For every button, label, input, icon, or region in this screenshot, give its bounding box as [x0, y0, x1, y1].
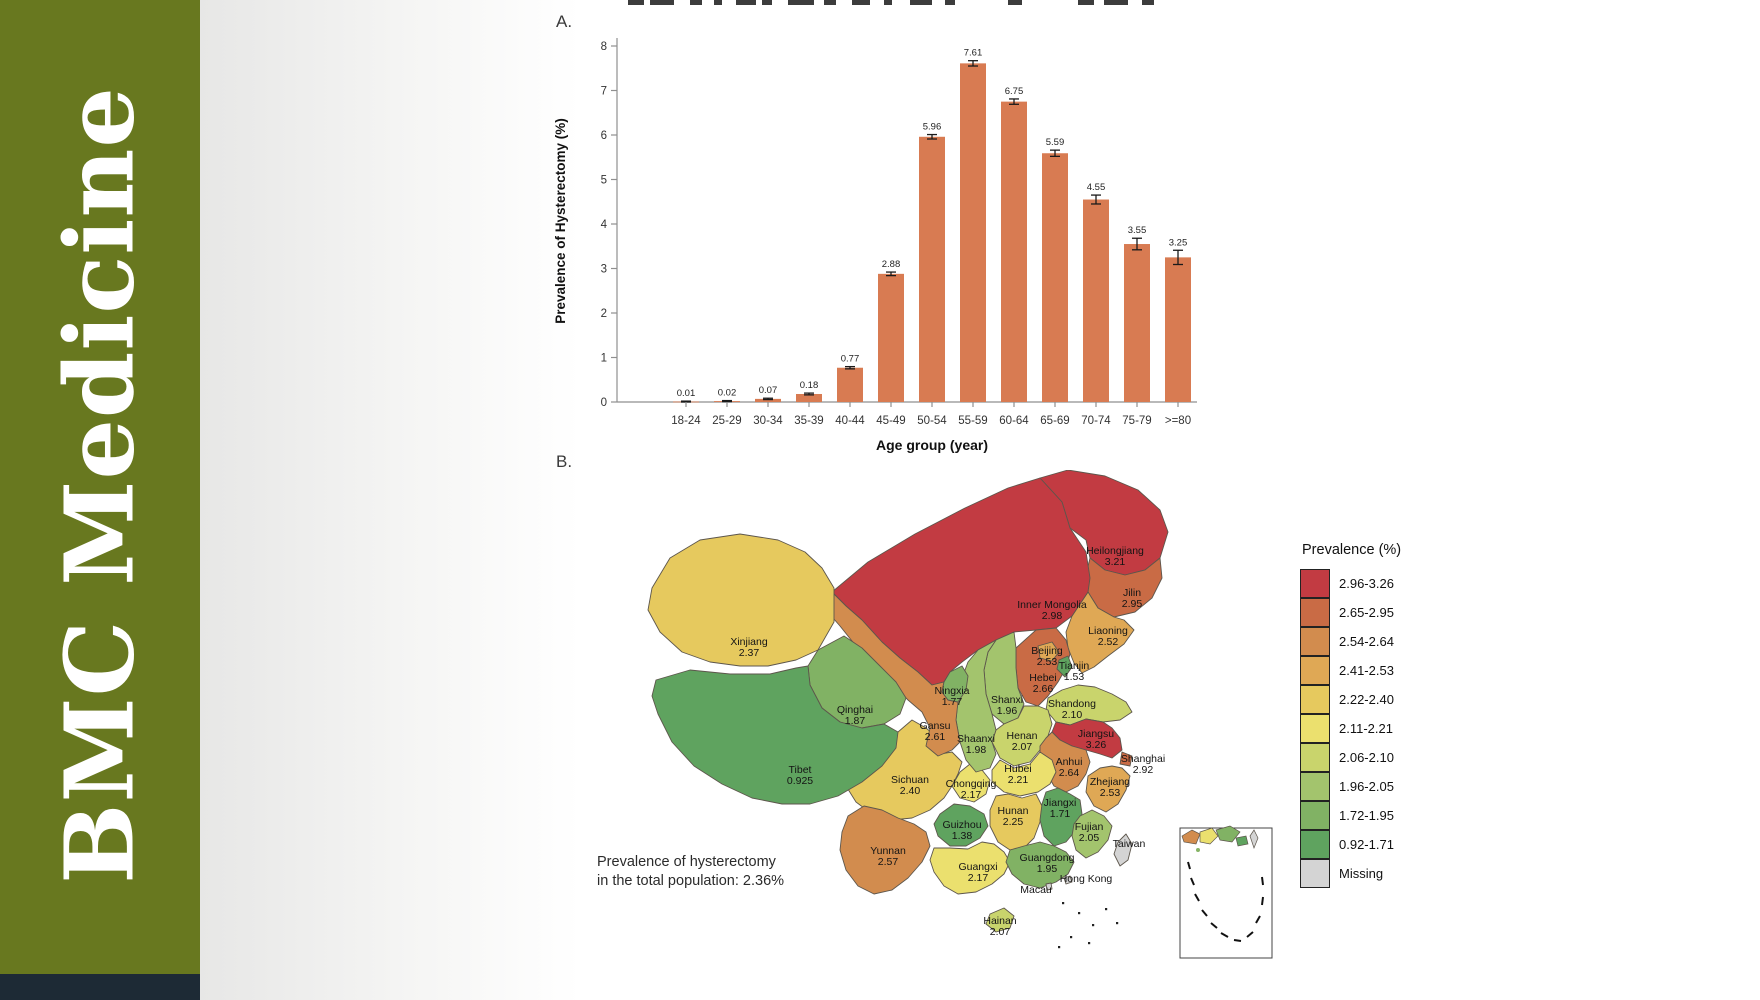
cropped-text-mark	[762, 0, 772, 5]
bar-value-label: 3.55	[1127, 225, 1147, 237]
legend-item	[1300, 772, 1401, 801]
province-label-guangdong: Guangdong	[1019, 852, 1075, 864]
bar-value-label: 5.59	[1045, 137, 1065, 149]
legend-item	[1300, 598, 1401, 627]
nine-dash-mark	[1262, 877, 1263, 885]
cropped-text-mark	[650, 0, 674, 5]
note-line-1: Prevalence of hysterectomy	[597, 854, 776, 870]
x-tick-label: 18-24	[671, 415, 701, 427]
province-label-yunnan: Yunnan	[870, 845, 906, 857]
province-label-tibet: Tibet	[788, 764, 812, 776]
total-prevalence-note	[597, 853, 784, 890]
province-label-innermongolia: Inner Mongolia	[1017, 599, 1087, 611]
province-value-liaoning: 2.52	[1097, 636, 1119, 648]
x-tick-label: 70-74	[1081, 415, 1111, 427]
bar-chart	[545, 10, 1210, 460]
province-value-hunan: 2.25	[1002, 816, 1024, 828]
cropped-text-mark	[945, 0, 955, 5]
province-value-zhejiang: 2.53	[1099, 787, 1121, 799]
island-dot	[1078, 912, 1080, 914]
legend-swatch	[1300, 685, 1330, 714]
legend-class-label: 2.96-3.26	[1339, 576, 1394, 591]
legend-class-label: 2.11-2.21	[1339, 721, 1393, 736]
bar-value-label: 0.07	[758, 385, 778, 397]
province-label-jilin: Jilin	[1122, 587, 1142, 599]
nine-dash-mark	[1262, 897, 1263, 905]
legend-class-label: 2.41-2.53	[1339, 663, 1394, 678]
inset-coast-blob	[1236, 836, 1248, 846]
province-value-heilongjiang: 3.21	[1104, 556, 1126, 568]
legend-swatch	[1300, 598, 1330, 627]
province-label-xinjiang: Xinjiang	[730, 636, 768, 648]
legend-swatch	[1300, 830, 1330, 859]
province-value-hubei: 2.21	[1007, 774, 1029, 786]
island-dot	[1092, 924, 1094, 926]
province-label-macau: Macau	[1020, 884, 1052, 896]
y-tick-label: 1	[600, 352, 607, 365]
province-value-guangdong: 1.95	[1036, 863, 1058, 875]
y-tick-label: 6	[600, 130, 607, 142]
island-dot	[1088, 942, 1090, 944]
island-dot	[1116, 922, 1118, 924]
south-china-sea-inset	[1180, 826, 1272, 958]
bar-value-label: 4.55	[1086, 182, 1106, 194]
note-line-2: in the total population: 2.36%	[597, 872, 785, 889]
province-value-shanghai: 2.92	[1132, 764, 1154, 776]
province-label-hongkong: Hong Kong	[1059, 873, 1113, 885]
bar-45-49	[878, 274, 904, 402]
x-tick-label: 30-34	[753, 415, 783, 427]
province-value-fujian: 2.05	[1078, 832, 1100, 844]
nine-dash-mark	[1234, 940, 1241, 941]
province-value-guizhou: 1.38	[951, 830, 973, 842]
panel-b-label: B.	[556, 452, 573, 471]
panel-a-label: A.	[556, 12, 573, 31]
x-tick-label: 35-39	[794, 415, 824, 427]
legend-swatch	[1300, 801, 1330, 830]
legend-swatch	[1300, 569, 1330, 598]
legend-item	[1300, 859, 1401, 888]
bar-value-label: 5.96	[922, 121, 942, 133]
page-left-shade	[200, 0, 580, 1000]
province-value-shanxi: 1.96	[996, 705, 1018, 717]
legend-item	[1300, 801, 1401, 830]
cropped-text-mark	[824, 0, 836, 5]
bar-65-69	[1042, 153, 1068, 402]
province-label-qinghai: Qinghai	[836, 704, 874, 716]
legend-class-label: 1.96-2.05	[1339, 779, 1394, 794]
legend-item	[1300, 743, 1401, 772]
legend-item	[1300, 714, 1401, 743]
y-tick-label: 3	[600, 263, 607, 276]
bar-60-64	[1001, 102, 1027, 402]
province-value-jilin: 2.95	[1121, 598, 1143, 610]
cropped-text-mark	[1078, 0, 1094, 5]
inset-hainan-dot	[1196, 848, 1200, 852]
y-tick-label: 2	[600, 308, 607, 320]
province-label-shanxi: Shanxi	[990, 694, 1024, 706]
legend-class-label: 2.65-2.95	[1339, 605, 1394, 620]
bar-value-label: 0.01	[676, 388, 696, 400]
legend-class-label: 0.92-1.71	[1339, 837, 1394, 852]
bar-value-label: 3.25	[1168, 237, 1188, 249]
province-value-guangxi: 2.17	[967, 872, 989, 884]
legend-class-label: 2.22-2.40	[1339, 692, 1394, 707]
x-tick-label: 45-49	[876, 415, 906, 427]
x-tick-label: 75-79	[1122, 415, 1152, 427]
province-value-henan: 2.07	[1011, 741, 1033, 753]
province-label-zhejiang: Zhejiang	[1089, 776, 1131, 788]
bar-75-79	[1124, 244, 1150, 402]
x-tick-label: >=80	[1164, 415, 1192, 427]
legend-swatch	[1300, 859, 1330, 888]
cropped-text-mark	[910, 0, 932, 5]
y-tick-label: 5	[600, 174, 607, 187]
cropped-text-mark	[884, 0, 892, 5]
island-dot	[1070, 936, 1072, 938]
province-value-qinghai: 1.87	[844, 715, 866, 727]
bar-value-label: 0.18	[799, 380, 819, 392]
legend-class-label: 2.06-2.10	[1339, 750, 1394, 765]
legend-item	[1300, 656, 1401, 685]
y-tick-label: 8	[600, 41, 607, 53]
province-label-tianjin: Tianjin	[1058, 660, 1090, 672]
province-label-ningxia: Ningxia	[934, 685, 970, 697]
legend-class-label: Missing	[1339, 866, 1384, 881]
bar-value-label: 7.61	[963, 47, 983, 59]
province-value-tianjin: 1.53	[1063, 671, 1085, 683]
bar-value-label: 0.02	[717, 387, 737, 399]
province-label-jiangxi: Jiangxi	[1043, 797, 1077, 809]
bar-value-label: 6.75	[1004, 85, 1024, 97]
island-dot	[1058, 946, 1060, 948]
legend-swatch	[1300, 627, 1330, 656]
y-tick-label: 7	[600, 85, 607, 98]
province-label-taiwan: Taiwan	[1112, 838, 1146, 850]
province-value-gansu: 2.61	[924, 731, 946, 743]
x-tick-label: 50-54	[917, 415, 947, 427]
journal-sidebar	[0, 0, 200, 1000]
province-label-hainan: Hainan	[983, 915, 1017, 927]
x-tick-label: 60-64	[999, 415, 1029, 427]
island-dot	[1062, 902, 1064, 904]
province-label-shanghai: Shanghai	[1120, 753, 1166, 765]
bar-55-59	[960, 63, 986, 402]
sidebar-bottom-strip	[0, 974, 200, 1000]
legend-swatch	[1300, 656, 1330, 685]
province-value-tibet: 0.925	[786, 775, 814, 787]
province-value-beijing: 2.53	[1036, 656, 1058, 668]
province-label-liaoning: Liaoning	[1088, 625, 1128, 637]
province-value-ningxia: 1.77	[941, 696, 963, 708]
cropped-text-mark	[1104, 0, 1128, 5]
cropped-text-mark	[1008, 0, 1022, 5]
province-label-shaanxi: Shaanxi	[957, 733, 995, 745]
bar-40-44	[837, 368, 863, 402]
province-label-fujian: Fujian	[1074, 821, 1104, 833]
province-label-hunan: Hunan	[997, 805, 1029, 817]
legend-swatch	[1300, 743, 1330, 772]
cropped-text-mark	[1142, 0, 1154, 5]
province-label-beijing: Beijing	[1031, 645, 1063, 657]
cropped-text-mark	[852, 0, 870, 5]
province-value-jiangsu: 3.26	[1085, 739, 1107, 751]
journal-brand: BMC Medicine	[44, 86, 156, 884]
y-tick-label: 4	[600, 219, 607, 231]
province-label-guizhou: Guizhou	[942, 819, 982, 831]
province-value-anhui: 2.64	[1058, 767, 1080, 779]
province-value-xinjiang: 2.37	[738, 647, 760, 659]
province-label-hebei: Hebei	[1029, 672, 1057, 684]
bar-70-74	[1083, 200, 1109, 402]
cropped-text-mark	[714, 0, 722, 5]
province-value-jiangxi: 1.71	[1049, 808, 1071, 820]
legend-item	[1300, 685, 1401, 714]
province-value-hainan: 2.07	[989, 926, 1011, 938]
province-label-sichuan: Sichuan	[891, 774, 929, 786]
province-label-heilongjiang: Heilongjiang	[1086, 545, 1144, 557]
map-legend	[1300, 542, 1401, 888]
legend-title: Prevalence (%)	[1302, 542, 1402, 558]
province-label-henan: Henan	[1006, 730, 1038, 742]
province-value-innermongolia: 2.98	[1041, 610, 1063, 622]
province-label-guangxi: Guangxi	[958, 861, 998, 873]
x-tick-label: 55-59	[958, 415, 988, 427]
y-axis-title: Prevalence of Hysterectomy (%)	[553, 118, 568, 324]
x-axis-title: Age group (year)	[875, 437, 989, 453]
province-label-chongqing: Chongqing	[945, 778, 997, 790]
cropped-text-mark	[736, 0, 756, 5]
inset-border	[1180, 828, 1272, 958]
legend-class-label: 2.54-2.64	[1339, 634, 1394, 649]
province-label-hubei: Hubei	[1004, 763, 1032, 775]
bar-50-54	[919, 137, 945, 402]
province-value-yunnan: 2.57	[877, 856, 899, 868]
bar-value-label: 0.77	[840, 353, 860, 365]
province-label-jiangsu: Jiangsu	[1077, 728, 1115, 740]
legend-item	[1300, 830, 1401, 859]
legend-item	[1300, 627, 1401, 656]
cropped-text-mark	[788, 0, 814, 5]
province-value-hebei: 2.66	[1032, 683, 1054, 695]
island-dot	[1105, 908, 1107, 910]
legend-swatch	[1300, 714, 1330, 743]
y-tick-label: 0	[600, 397, 607, 409]
province-value-chongqing: 2.17	[960, 789, 982, 801]
cropped-text-mark	[628, 0, 644, 5]
province-label-shandong: Shandong	[1048, 698, 1096, 710]
x-tick-label: 40-44	[835, 415, 865, 427]
bar->=80	[1165, 257, 1191, 402]
legend-class-label: 1.72-1.95	[1339, 808, 1394, 823]
province-value-shandong: 2.10	[1061, 709, 1083, 721]
legend-swatch	[1300, 772, 1330, 801]
cropped-text-mark	[690, 0, 702, 5]
province-value-sichuan: 2.40	[899, 785, 921, 797]
x-tick-label: 65-69	[1040, 415, 1070, 427]
province-value-shaanxi: 1.98	[965, 744, 987, 756]
legend-item	[1300, 569, 1401, 598]
x-tick-label: 25-29	[712, 415, 742, 427]
china-choropleth-map	[600, 470, 1290, 980]
province-label-anhui: Anhui	[1055, 756, 1083, 768]
province-label-gansu: Gansu	[919, 720, 951, 732]
bar-value-label: 2.88	[881, 259, 901, 271]
legend-items	[1300, 569, 1401, 888]
